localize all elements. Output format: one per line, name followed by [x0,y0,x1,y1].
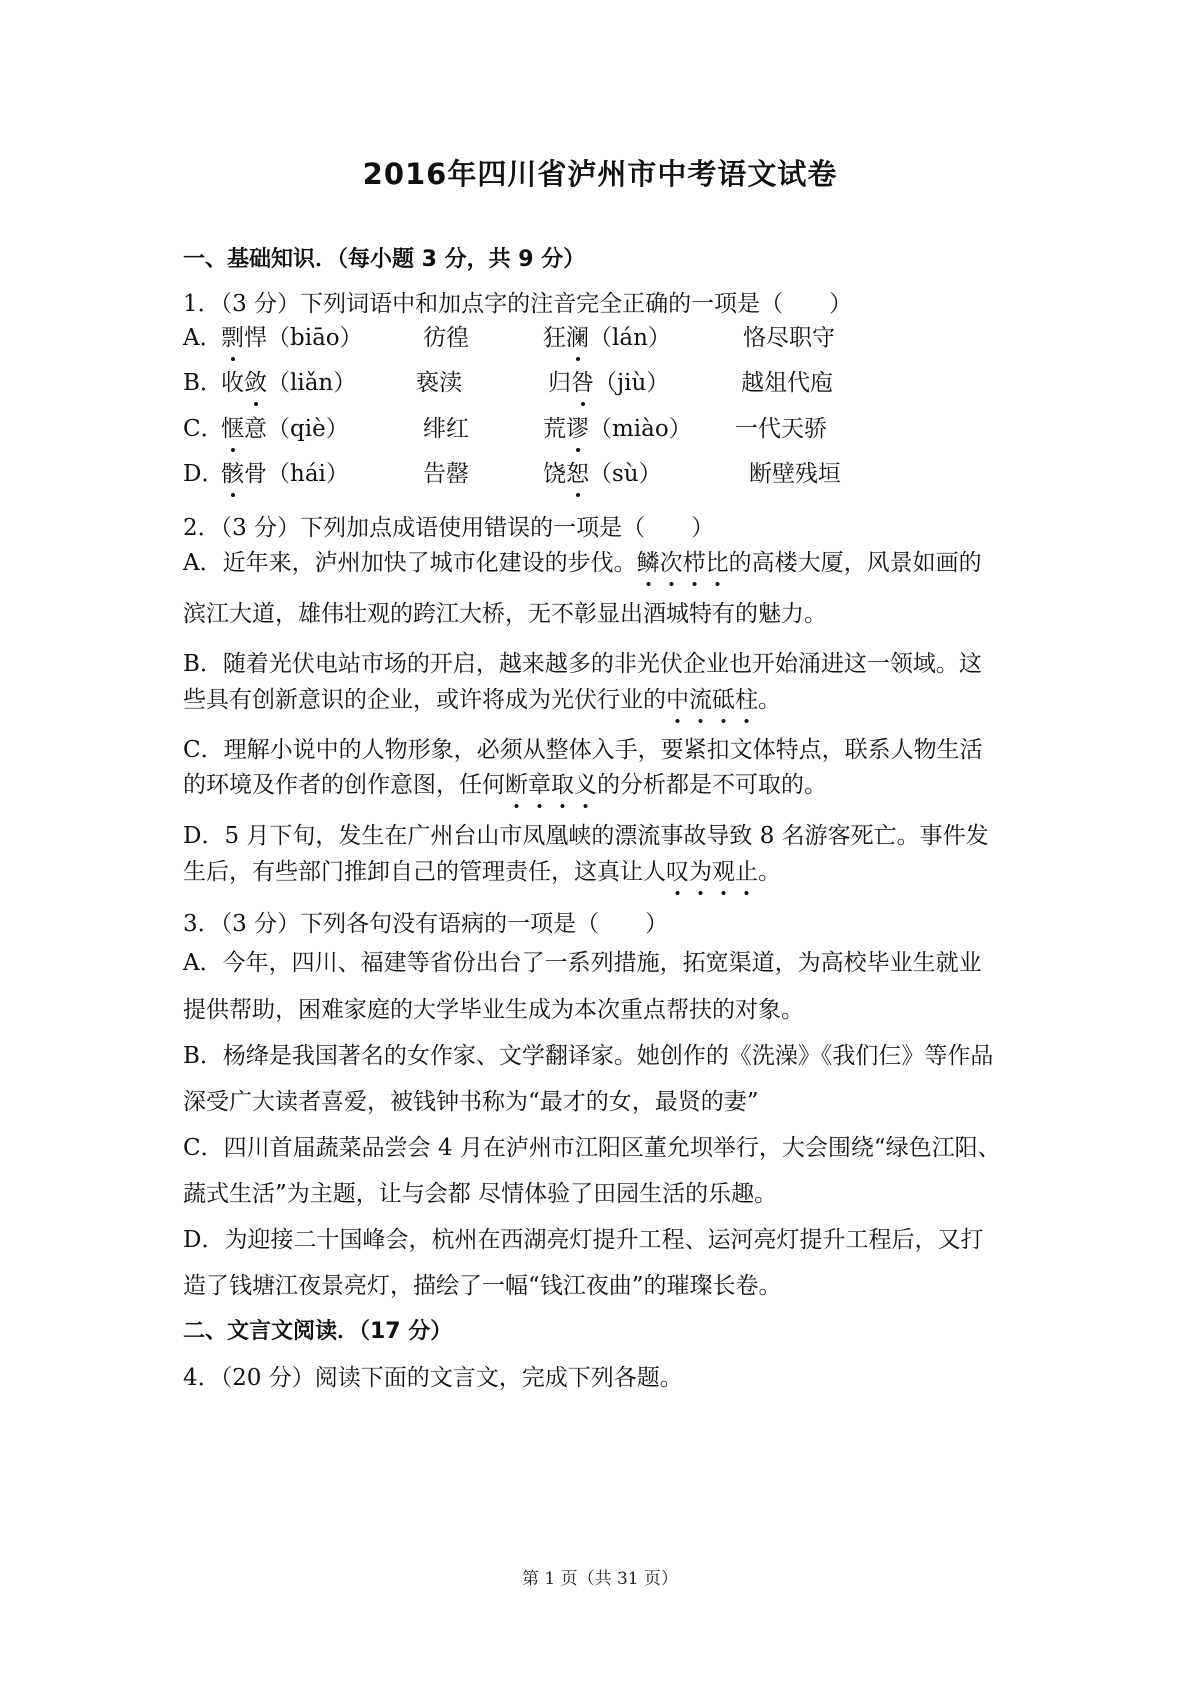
question-3-option-d-line-1: D．为迎接二十国峰会，杭州在西湖亮灯提升工程、运河亮灯提升工程后，又打 [183,1227,984,1253]
option-word-3: 荒谬（miào） [543,413,692,445]
question-1-stem: 1．（3 分）下列词语中和加点字的注音完全正确的一项是（ ） [183,291,853,317]
question-2-option-a-line-1: A．近年来，泸州加快了城市化建设的步伐。鳞次栉比的高楼大厦，风景如画的 [183,547,1033,579]
section-heading-basic-knowledge: 一、基础知识．（每小题 3 分，共 9 分） [183,247,586,272]
question-3-option-b-line-2: 深受广大读者喜爱，被钱钟书称为“最才的女，最贤的妻” [183,1089,759,1115]
question-3-stem: 3．（3 分）下列各句没有语病的一项是（ ） [183,911,669,937]
question-2-stem: 2．（3 分）下列加点成语使用错误的一项是（ ） [183,515,715,541]
option-label: C． [183,416,224,442]
question-2-option-d-line-1: D．5 月下旬，发生在广州台山市凤凰峡的漂流事故导致 8 名游客死亡。事件发 [183,823,989,849]
question-2-option-a-line-2: 滨江大道，雄伟壮观的跨江大桥，无不彰显出酒城特有的魅力。 [183,601,827,627]
option-word-2: 告罄 [423,461,469,487]
option-word-3: 狂澜（lán） [543,322,671,354]
option-word-4: 恪尽职守 [743,325,835,351]
question-1-option-d [183,458,1200,492]
exam-title: 2016年四川省泸州市中考语文试卷 [362,157,838,191]
option-label: B． [183,370,223,396]
option-word-2: 绯红 [423,416,469,442]
option-word-4: 一代天骄 [735,416,827,442]
question-1-option-b [183,367,1200,401]
question-3-option-d-line-2: 造了钱塘江夜景亮灯，描绘了一幅“钱江夜曲”的璀璨长卷。 [183,1273,782,1299]
option-word-3: 饶恕（sù） [543,458,662,490]
question-2-option-b-line-2: 些具有创新意识的企业，或许将成为光伏行业的中流砥柱。 [183,684,1033,716]
page-number-footer: 第 1 页（共 31 页） [521,1569,679,1589]
question-2-option-b-line-1: B．随着光伏电站市场的开启，越来越多的非光伏企业也开始涌进这一领域。这 [183,651,982,677]
section-heading-classical-chinese: 二、文言文阅读．（17 分） [183,1319,453,1344]
question-3-option-b-line-1: B．杨绛是我国著名的女作家、文学翻译家。她创作的《洗澡》《我们仨》等作品 [183,1043,994,1069]
question-4-stem: 4．（20 分）阅读下面的文言文，完成下列各题。 [183,1365,683,1391]
dotted-idiom: 鳞次栉比 [637,547,729,579]
question-1-option-a [183,322,1200,356]
question-3-option-a-line-2: 提供帮助，困难家庭的大学毕业生成为本次重点帮扶的对象。 [183,997,804,1023]
option-label: A． [183,325,223,351]
option-word-2: 彷徨 [423,325,469,351]
option-word-1: 剽悍（biāo） [221,322,363,354]
dotted-idiom: 断章取义 [505,769,597,801]
dotted-idiom: 叹为观止 [666,856,758,888]
question-1-option-c [183,413,1200,447]
question-3-option-c-line-1: C．四川首届蔬菜品尝会 4 月在泸州市江阳区董允坝举行，大会围绕“绿色江阳、 [183,1135,1001,1161]
question-2-option-d-line-2: 生后，有些部门推卸自己的管理责任，这真让人叹为观止。 [183,856,1033,888]
option-word-4: 越俎代庖 [741,370,833,396]
option-word-1: 惬意（qiè） [221,413,349,445]
dotted-idiom: 中流砥柱 [666,684,758,716]
question-3-option-c-line-2: 蔬式生活”为主题，让与会都 尽情体验了田园生活的乐趣。 [183,1181,778,1207]
option-word-1: 收敛（liǎn） [221,367,356,399]
option-word-1: 骸骨（hái） [221,458,349,490]
question-2-option-c-line-2: 的环境及作者的创作意图，任何断章取义的分析都是不可取的。 [183,769,1033,801]
option-word-2: 亵渎 [416,370,462,396]
option-word-4: 断壁残垣 [749,461,841,487]
question-3-option-a-line-1: A．今年，四川、福建等省份出台了一系列措施，拓宽渠道，为高校毕业生就业 [183,950,982,976]
question-2-option-c-line-1: C．理解小说中的人物形象，必须从整体入手，要紧扣文体特点，联系人物生活 [183,737,983,763]
option-label: D． [183,461,225,487]
option-word-3: 归咎（jiù） [548,367,669,399]
